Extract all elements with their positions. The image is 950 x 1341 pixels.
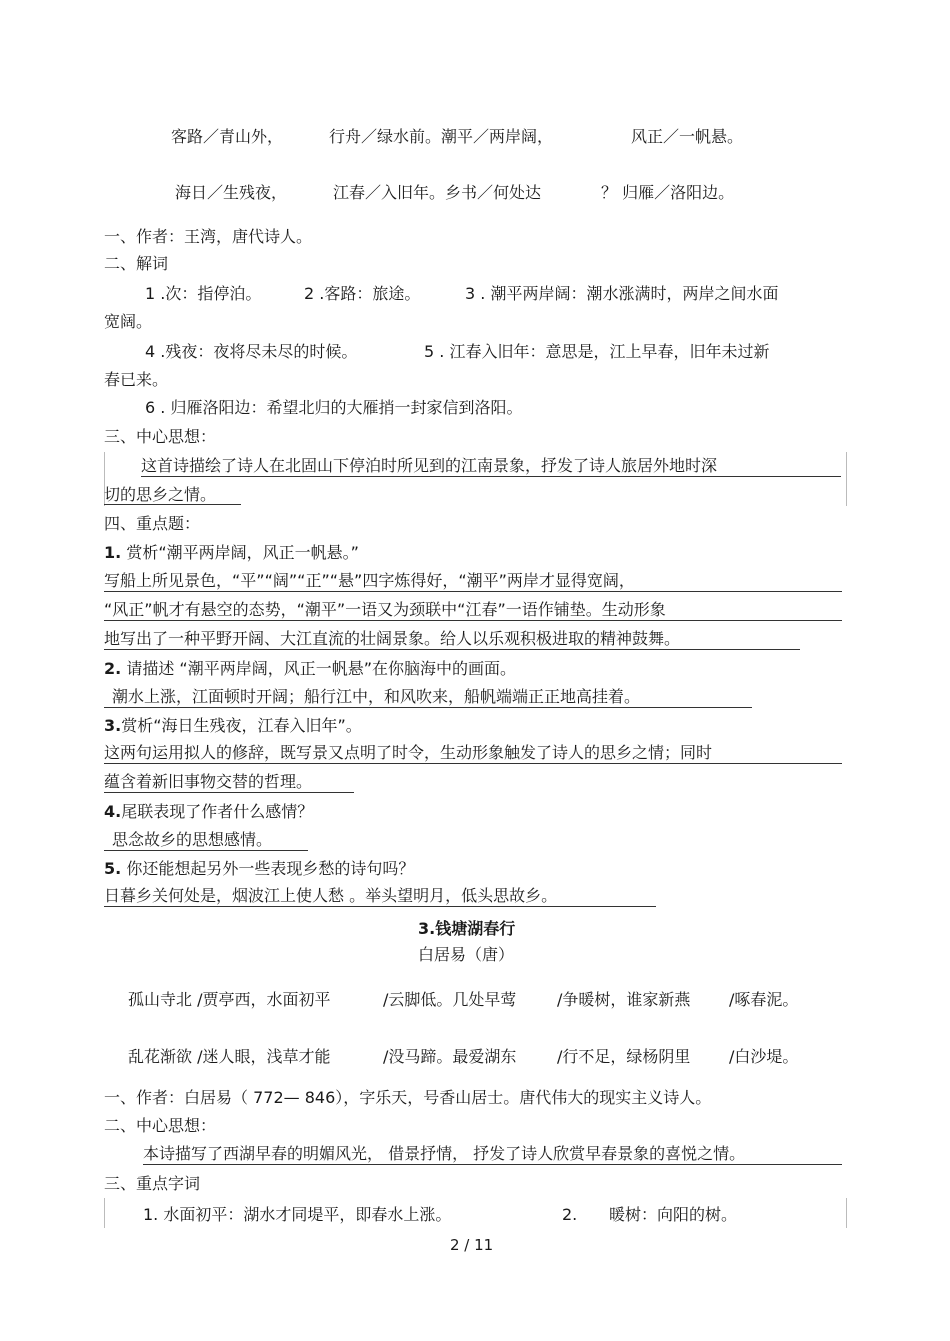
word-4: 4 .残夜：夜将尽未尽的时候。 bbox=[145, 342, 358, 361]
key-heading: 四、重点题： bbox=[104, 514, 201, 533]
answer-4-underline bbox=[104, 850, 308, 851]
answer-1-underline-3 bbox=[104, 649, 800, 650]
word-1: 1 .次：指停泊。 bbox=[145, 284, 262, 303]
theme-line-2: 切的思乡之情。 bbox=[104, 485, 217, 504]
author-line: 一、作者：王湾，唐代诗人。 bbox=[104, 227, 313, 246]
answer-1-underline-1 bbox=[104, 591, 842, 592]
key-word-2: 暖树：向阳的树。 bbox=[609, 1205, 738, 1224]
answer-3-underline-2 bbox=[104, 792, 354, 793]
answer-3-underline-1 bbox=[104, 763, 842, 764]
poem2-line2-d: /白沙堤。 bbox=[729, 1047, 799, 1066]
key-word-2-number: 2. bbox=[562, 1205, 578, 1224]
answer-2-underline bbox=[104, 707, 752, 708]
word-3-cont: 宽阔。 bbox=[104, 312, 153, 331]
theme-underline-1 bbox=[141, 476, 841, 477]
question-1: 1. 赏析“潮平两岸阔，风正一帆悬。” bbox=[104, 543, 359, 562]
page-number: 2 / 11 bbox=[450, 1236, 494, 1254]
words-heading: 二、解词 bbox=[104, 254, 169, 273]
word-2: 2 .客路：旅途。 bbox=[304, 284, 421, 303]
key-word-1: 1. 水面初平：湖水才同堤平，即春水上涨。 bbox=[143, 1205, 452, 1224]
poem1-line2-b: 江春／入旧年。乡书／何处达 bbox=[333, 183, 542, 202]
poem1-line1-a: 客路／青山外， bbox=[171, 127, 284, 146]
poem1-line2-a: 海日／生残夜， bbox=[175, 183, 288, 202]
answer-3-line-1: 这两句运用拟人的修辞，既写景又点明了时令，生动形象触发了诗人的思乡之情；同时 bbox=[104, 743, 713, 762]
poem2-line1-a: 孤山寺北 /贾亭西，水面初平 bbox=[128, 990, 331, 1009]
poem1-line2-c: ？ 归雁／洛阳边。 bbox=[601, 183, 735, 202]
answer-5-underline bbox=[104, 906, 656, 907]
poem2-line2-a: 乱花渐欲 /迷人眼，浅草才能 bbox=[128, 1047, 331, 1066]
poem2-key-heading: 三、重点字词 bbox=[104, 1174, 201, 1193]
poem1-line1-c: 风正／一帆悬。 bbox=[631, 127, 744, 146]
poem2-author-line: 一、作者：白居易（ 772— 846），字乐天，号香山居士。唐代伟大的现实主义诗人。 bbox=[104, 1088, 712, 1107]
theme-underline-2 bbox=[104, 504, 241, 505]
question-4: 4.尾联表现了作者什么感情？ bbox=[104, 802, 314, 821]
question-3: 3.赏析“海日生残夜，江春入旧年”。 bbox=[104, 716, 362, 735]
answer-5: 日暮乡关何处是，烟波江上使人愁 。举头望明月，低头思故乡。 bbox=[104, 886, 558, 905]
answer-1-line-3: 地写出了一种平野开阔、大江直流的壮阔景象。给人以乐观积极进取的精神鼓舞。 bbox=[104, 629, 681, 648]
answer-3-line-2: 蕴含着新旧事物交替的哲理。 bbox=[104, 772, 313, 791]
word-3: 3 . 潮平两岸阔：潮水涨满时，两岸之间水面 bbox=[465, 284, 779, 303]
question-5: 5. 你还能想起另外一些表现乡愁的诗句吗？ bbox=[104, 859, 415, 878]
poem2-line2-c: /行不足，绿杨阴里 bbox=[557, 1047, 691, 1066]
answer-2: 潮水上涨，江面顿时开阔；船行江中，和风吹来，船帆端端正正地高挂着。 bbox=[112, 687, 641, 706]
poem2-author: 白居易（唐） bbox=[418, 945, 515, 964]
theme-line-1: 这首诗描绘了诗人在北固山下停泊时所见到的江南景象，抒发了诗人旅居外地时深 bbox=[141, 456, 718, 475]
word-5: 5 . 江春入旧年：意思是，江上早春，旧年未过新 bbox=[424, 342, 770, 361]
answer-1-line-2: “风正”帆才有悬空的态势，“潮平”一语又为颈联中“江春”一语作铺垫。生动形象 bbox=[104, 600, 666, 619]
poem2-line2-b: /没马蹄。最爱湖东 bbox=[383, 1047, 517, 1066]
poem2-title: 3.钱塘湖春行 bbox=[418, 919, 516, 938]
poem2-line1-c: /争暖树，谁家新燕 bbox=[557, 990, 691, 1009]
poem1-line1-b: 行舟／绿水前。潮平／两岸阔， bbox=[329, 127, 554, 146]
theme-heading: 三、中心思想： bbox=[104, 427, 217, 446]
word-5-cont: 春已来。 bbox=[104, 370, 169, 389]
poem2-theme-heading: 二、中心思想： bbox=[104, 1116, 217, 1135]
answer-1-underline-2 bbox=[104, 620, 842, 621]
answer-1-line-1: 写船上所见景色，“平”“阔”“正”“悬”四字炼得好，“潮平”两岸才显得宽阔， bbox=[104, 571, 635, 590]
word-6: 6 . 归雁洛阳边：希望北归的大雁捎一封家信到洛阳。 bbox=[145, 398, 523, 417]
poem2-theme: 本诗描写了西湖早春的明媚风光， 借景抒情， 抒发了诗人欣赏早春景象的喜悦之情。 bbox=[143, 1144, 746, 1163]
poem2-line1-d: /啄春泥。 bbox=[729, 990, 799, 1009]
poem2-theme-underline bbox=[143, 1164, 842, 1165]
answer-4: 思念故乡的思想感情。 bbox=[112, 830, 273, 849]
question-2: 2. 请描述 “潮平两岸阔，风正一帆悬”在你脑海中的画面。 bbox=[104, 659, 516, 678]
poem2-line1-b: /云脚低。几处早莺 bbox=[383, 990, 517, 1009]
